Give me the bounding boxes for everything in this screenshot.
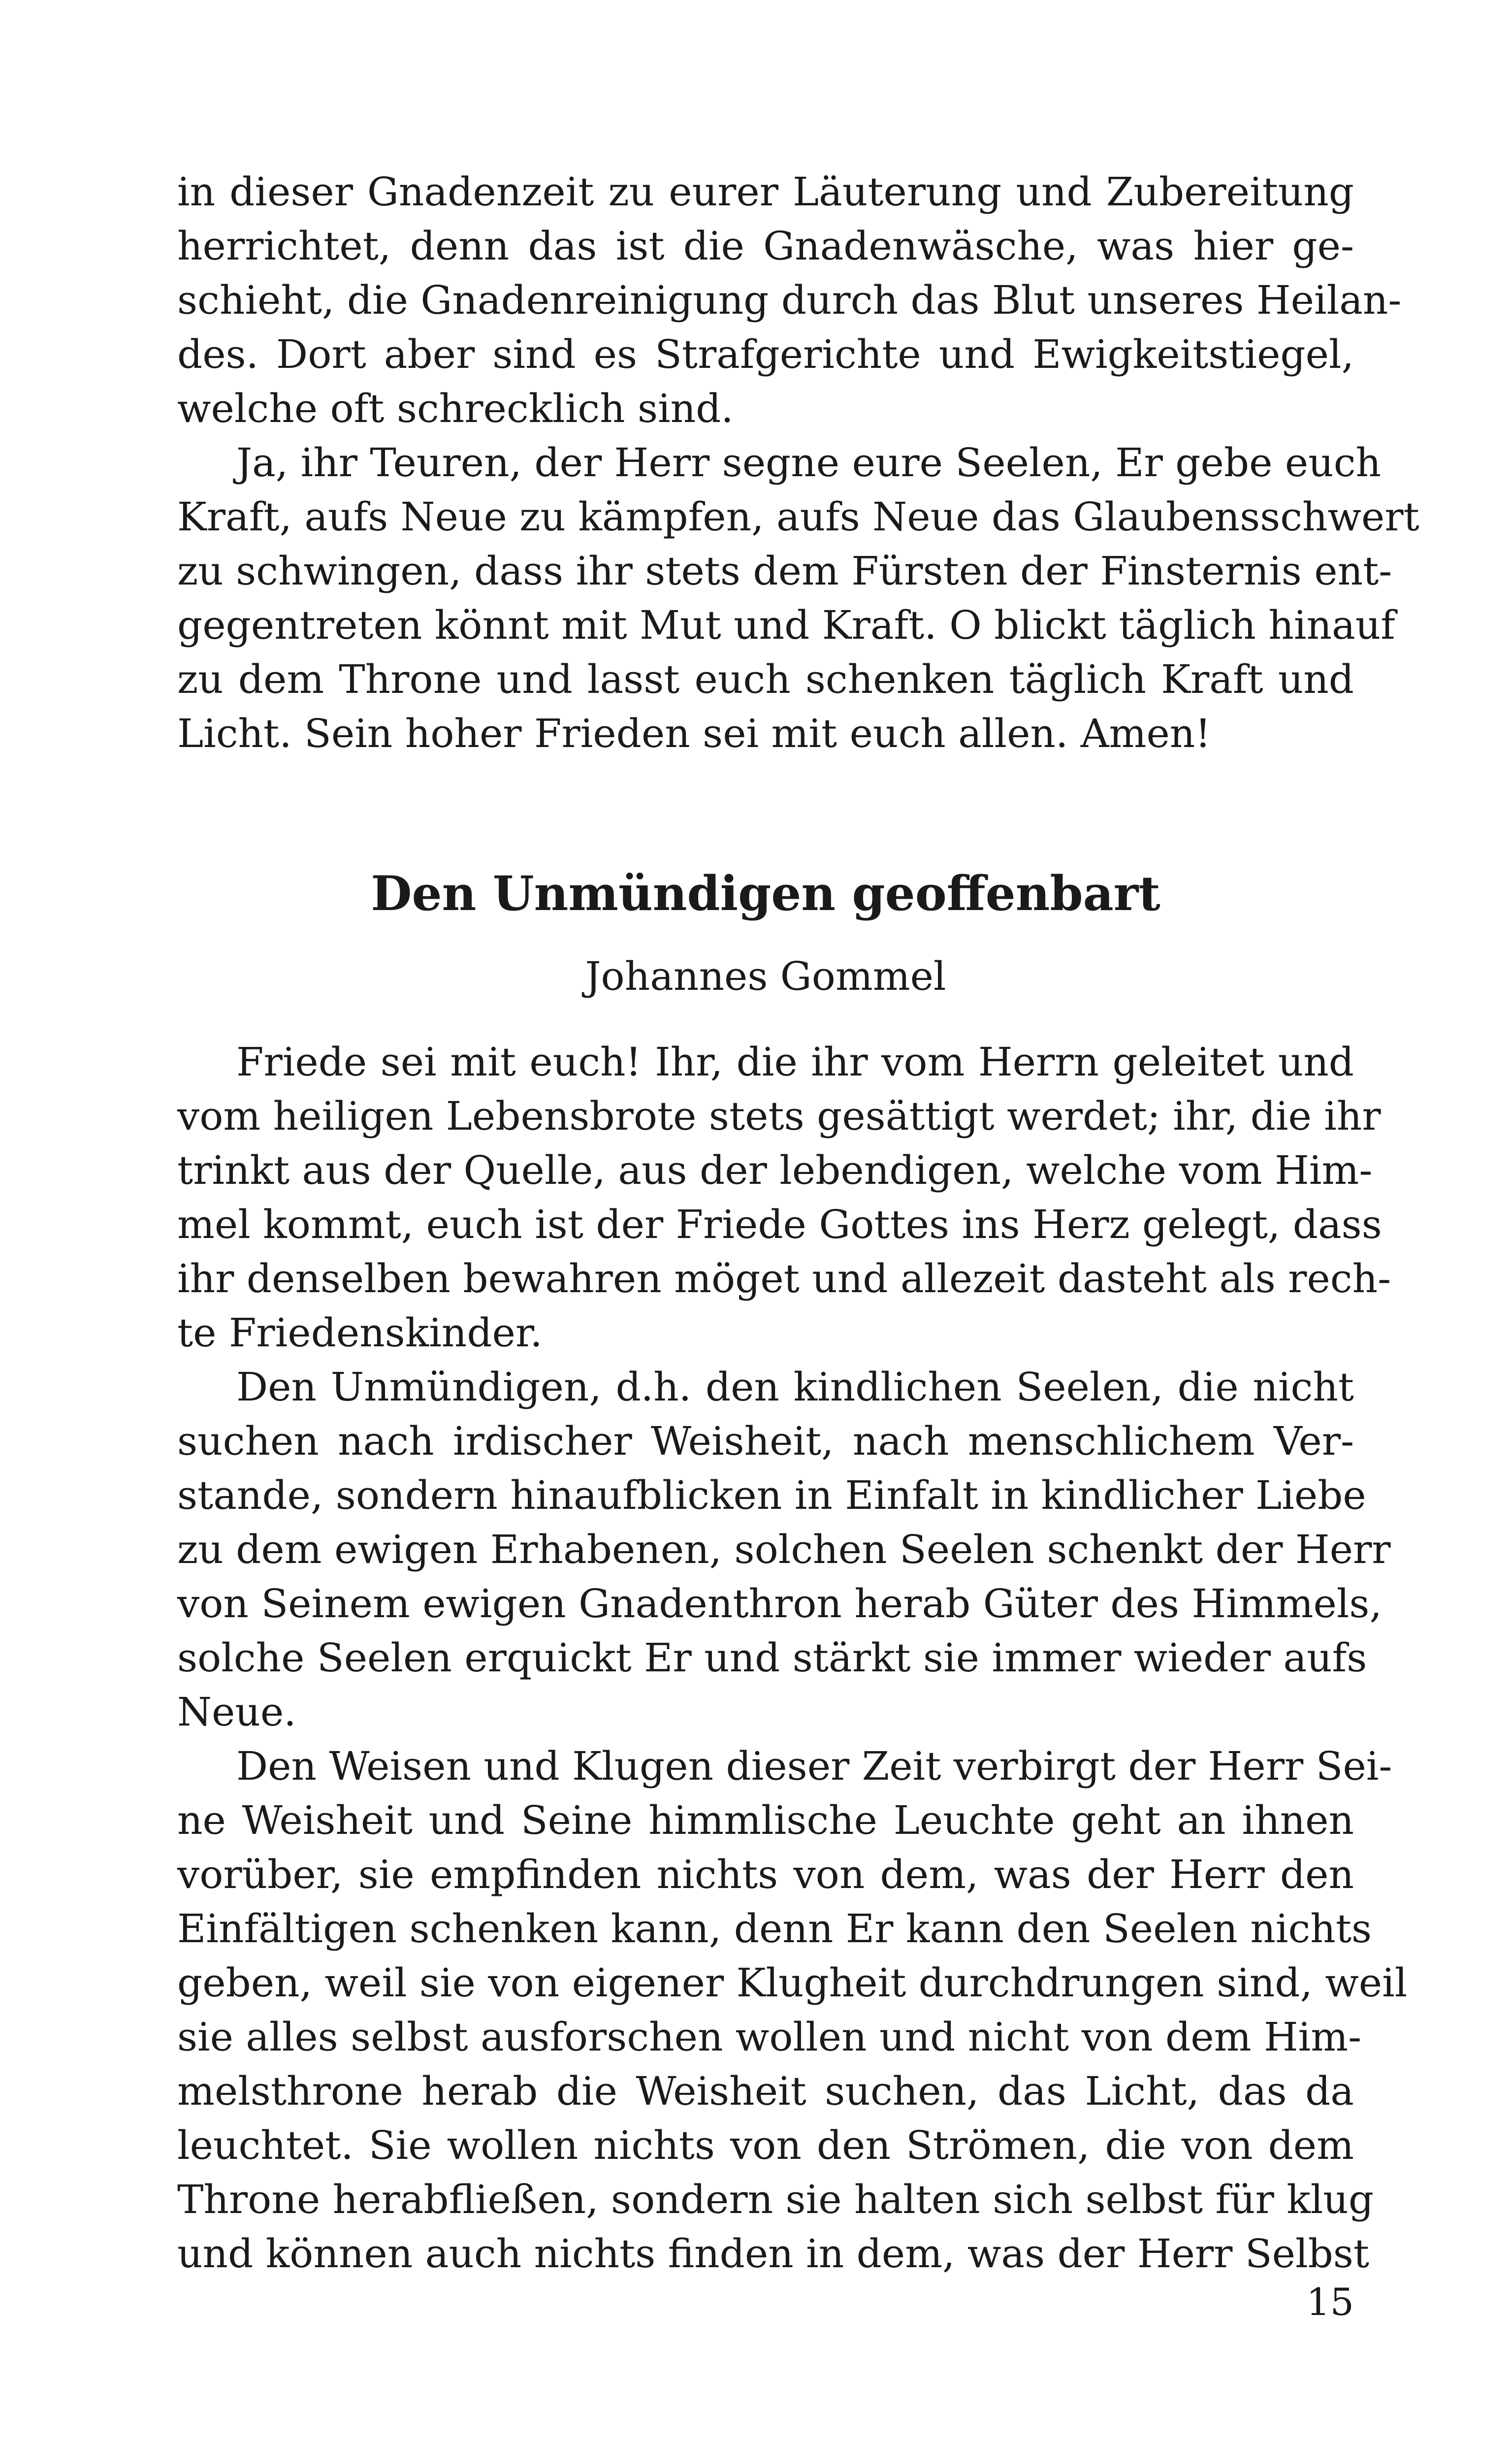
text-line: mel kommt, euch ist der Friede Gottes ins Herz gelegt, dass bbox=[177, 1202, 1382, 1247]
paragraph bbox=[177, 1739, 1408, 2281]
text-line: Throne herabfließen, sondern sie halten sich selbst für klug bbox=[177, 2177, 1374, 2222]
page-number: 15 bbox=[1306, 2280, 1354, 2324]
text-line: schieht, die Gnadenreinigung durch das Blut unseres Heilan- bbox=[177, 277, 1402, 323]
text-line: geben, weil sie von eigener Klugheit durchdrungen sind, weil bbox=[177, 1960, 1408, 2006]
text-line: Den Unmündigen, d.h. den kindlichen Seelen, die nicht bbox=[236, 1364, 1354, 1410]
text-line: Kraft, aufs Neue zu kämpfen, aufs Neue das Glaubensschwert bbox=[177, 494, 1419, 540]
text-line: und können auch nichts finden in dem, was der Herr Selbst bbox=[177, 2231, 1369, 2277]
text-line: solche Seelen erquickt Er und stärkt sie immer wieder aufs bbox=[177, 1635, 1367, 1681]
text-block-top bbox=[177, 165, 1419, 761]
text-block-main bbox=[177, 1035, 1408, 2281]
text-line: von Seinem ewigen Gnadenthron herab Güter des Himmels, bbox=[177, 1581, 1382, 1627]
section-title: Den Unmündigen geoffenbart bbox=[371, 866, 1160, 921]
text-line: Ja, ihr Teuren, der Herr segne eure Seelen, Er gebe euch bbox=[236, 440, 1382, 486]
paragraph bbox=[177, 165, 1402, 436]
text-line: vom heiligen Lebensbrote stets gesättigt werdet; ihr, die ihr bbox=[177, 1093, 1381, 1139]
text-line: stande, sondern hinaufblicken in Einfalt in kindlicher Liebe bbox=[177, 1472, 1366, 1518]
text-line: vorüber, sie empfinden nichts von dem, was der Herr den bbox=[177, 1852, 1354, 1897]
section-author: Johannes Gommel bbox=[585, 953, 946, 999]
text-line: leuchtet. Sie wollen nichts von den Strömen, die von dem bbox=[177, 2122, 1354, 2168]
text-line: zu dem Throne und lasst euch schenken täglich Kraft und bbox=[177, 656, 1354, 702]
text-line: Den Weisen und Klugen dieser Zeit verbirgt der Herr Sei- bbox=[236, 1743, 1392, 1789]
text-line: des. Dort aber sind es Strafgerichte und Ewigkeitstiegel, bbox=[177, 331, 1354, 377]
paragraph bbox=[177, 1360, 1391, 1739]
text-line: zu dem ewigen Erhabenen, solchen Seelen schenkt der Herr bbox=[177, 1527, 1391, 1572]
text-line: Neue. bbox=[177, 1689, 296, 1735]
text-line: suchen nach irdischer Weisheit, nach menschlichem Ver- bbox=[177, 1418, 1354, 1464]
text-line: Einfältigen schenken kann, denn Er kann den Seelen nichts bbox=[177, 1906, 1372, 1952]
text-line: te Friedenskinder. bbox=[177, 1310, 543, 1356]
text-line: sie alles selbst ausforschen wollen und nicht von dem Him- bbox=[177, 2014, 1362, 2060]
text-line: welche oft schrecklich sind. bbox=[177, 386, 734, 431]
text-line: ne Weisheit und Seine himmlische Leuchte geht an ihnen bbox=[177, 1797, 1354, 1843]
text-line: trinkt aus der Quelle, aus der lebendigen, welche vom Him- bbox=[177, 1147, 1373, 1193]
text-line: ihr denselben bewahren möget und allezeit dasteht als rech- bbox=[177, 1256, 1391, 1302]
text-line: in dieser Gnadenzeit zu eurer Läuterung und Zubereitung bbox=[177, 169, 1354, 215]
paragraph bbox=[177, 436, 1419, 761]
text-line: zu schwingen, dass ihr stets dem Fürsten der Finsternis ent- bbox=[177, 548, 1392, 594]
text-line: herrichtet, denn das ist die Gnadenwäsche, was hier ge- bbox=[177, 223, 1354, 269]
text-line: Friede sei mit euch! Ihr, die ihr vom Herrn geleitet und bbox=[236, 1039, 1354, 1085]
text-line: gegentreten könnt mit Mut und Kraft. O blickt täglich hinauf bbox=[177, 602, 1395, 648]
text-line: Licht. Sein hoher Frieden sei mit euch allen. Amen! bbox=[177, 711, 1211, 756]
text-line: melsthrone herab die Weisheit suchen, das Licht, das da bbox=[177, 2068, 1354, 2114]
paragraph bbox=[177, 1035, 1391, 1360]
